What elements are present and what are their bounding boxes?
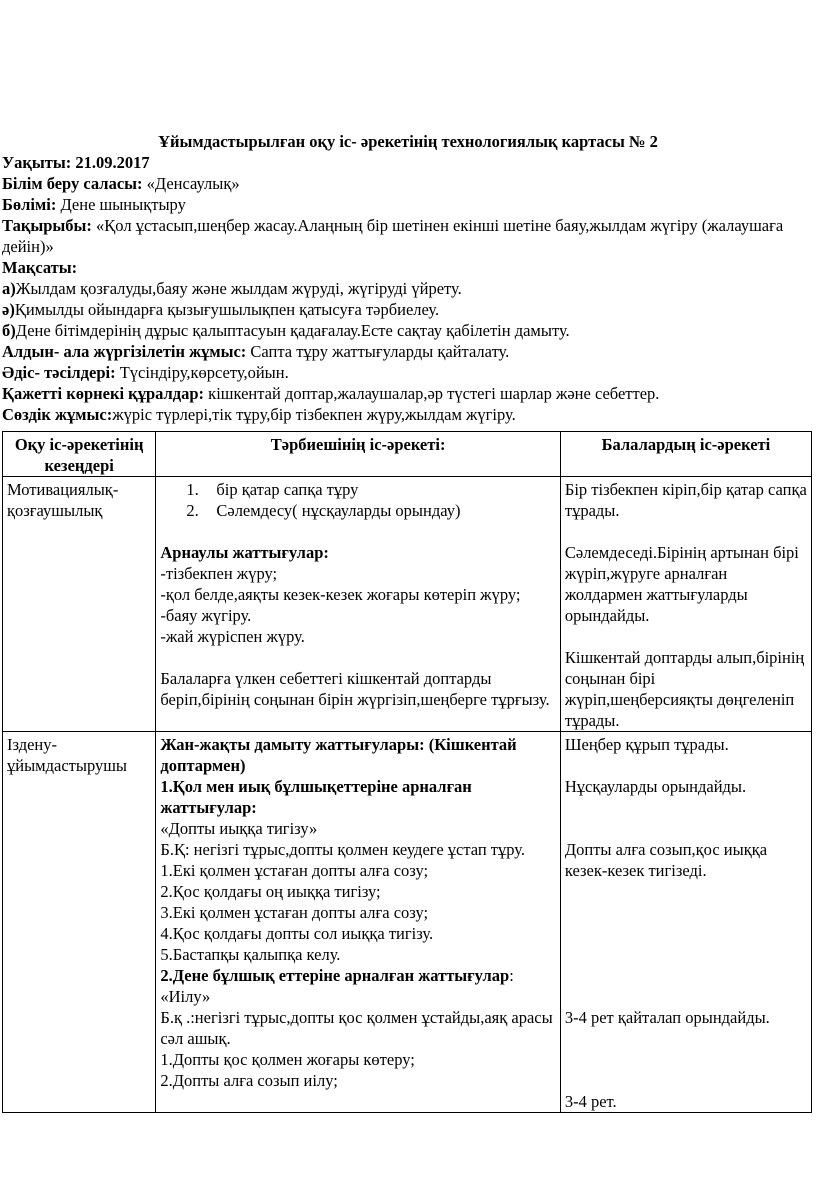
topic-line [2, 215, 808, 257]
goal-b [2, 320, 808, 341]
technology-card-table [2, 431, 812, 1113]
list-item: 3.Екі қолмен ұстаған допты алға созу; [160, 903, 429, 922]
exercise-heading: Арнаулы жаттығулар: [160, 543, 329, 562]
list-item: 1.Екі қолмен ұстаған допты алға созу; [160, 861, 429, 880]
stage-cell: Мотивациялық-қозғаушылық [3, 477, 156, 732]
children-text: Нұсқауларды орындайды. [564, 777, 747, 796]
goal-a-label: а) [2, 279, 16, 298]
goal-a-text: Жылдам қозғалуды,баяу және жылдам жүруді, жүгіруді үйрету. [15, 279, 462, 298]
topic-value: «Қол ұстасып,шеңбер жасау.Алаңның бір шетінен екінші шетіне баяу,жылдам жүгіру (жалаушаға дейін)» [2, 216, 784, 256]
methods-line [2, 362, 808, 383]
date-label: Уақыты: 21.09.2017 [2, 153, 150, 172]
table-row [3, 732, 812, 1113]
materials-label: Қажетті көрнекі құралдар: [2, 384, 205, 403]
date-line [2, 152, 808, 173]
goal-ae-text: Қимылды ойындарға қызығушылықпен қатысуға тәрбиелеу. [14, 300, 440, 319]
goal-ae [2, 299, 808, 320]
children-text: Шеңбер құрып тұрады. [564, 735, 729, 754]
prelim-line [2, 341, 808, 362]
header-children: Балалардың іс-әрекеті [560, 432, 811, 477]
list-item: 4.Қос қолдағы допты сол иыққа тигізу. [160, 924, 434, 943]
goals-label: Мақсаты: [2, 258, 78, 277]
topic-label: Тақырыбы: [2, 216, 92, 235]
children-text: Кішкентай доптарды алып,бірінің соңынан бірі жүріп,шеңберсияқты дөңгеленіп тұрады. [564, 648, 805, 730]
start-position: Б.Қ: негізгі тұрыс,допты қолмен кеудеге ұстап тұру. [160, 840, 526, 859]
area-line [2, 173, 808, 194]
teacher-cell [156, 732, 561, 1113]
exercise-heading: 1.Қол мен иық бұлшықеттеріне арналған жаттығулар: [160, 777, 472, 817]
area-label: Білім беру саласы: [2, 174, 143, 193]
header-stages: Оқу іс-әрекетінің кезеңдері [3, 432, 156, 477]
section-value: Дене шынықтыру [56, 195, 186, 214]
list-item: -баяу жүгіру. [160, 606, 252, 625]
children-text: 3-4 рет. [564, 1092, 617, 1111]
goal-ae-label: ә) [2, 300, 15, 319]
methods-label: Әдіс- тәсілдері: [2, 363, 116, 382]
vocab-line [2, 404, 808, 425]
document-title: Ұйымдастырылған оқу іс- әрекетінің технологиялық картасы № 2 [158, 132, 658, 151]
goal-b-label: б) [2, 321, 16, 340]
start-position: Б.қ .:негізгі тұрыс,допты қос қолмен ұстайды,аяқ арасы сәл ашық. [160, 1008, 553, 1048]
exercise-heading: Жан-жақты дамыту жаттығулары: (Кішкентай доптармен) [160, 735, 517, 775]
prelim-value: Сапта тұру жаттығуларды қайталату. [246, 342, 510, 361]
table-row [3, 477, 812, 732]
vocab-value: жүріс түрлері,тік тұру,бір тізбекпен жүру,жылдам жүгіру. [112, 405, 516, 424]
children-text: Сәлемдеседі.Бірінің артынан бірі жүріп,жүруге арналған жолдармен жаттығуларды орындайды. [564, 543, 799, 625]
header-teacher: Тәрбиешінің іс-әрекеті: [156, 432, 561, 477]
children-text: Бір тізбекпен кіріп,бір қатар сапқа тұрады. [564, 480, 807, 520]
area-value: «Денсаулық» [142, 174, 240, 193]
methods-value: Түсіндіру,көрсету,ойын. [115, 363, 289, 382]
prelim-label: Алдын- ала жүргізілетін жұмыс: [2, 342, 247, 361]
list-item: -жай жүріспен жүру. [160, 627, 305, 646]
list-item: 5.Бастапқы қалыпқа келу. [160, 945, 341, 964]
list-item: -тізбекпен жүру; [160, 564, 278, 583]
children-text: Допты алға созып,қос иыққа кезек-кезек тигізеді. [564, 840, 768, 880]
lesson-info [2, 152, 808, 425]
children-cell [560, 477, 811, 732]
list-item: 2.Қос қолдағы оң иыққа тигізу; [160, 882, 381, 901]
section-label: Бөлімі: [2, 195, 57, 214]
exercise-name: «Допты иыққа тигізу» [160, 819, 318, 838]
goal-b-text: Дене бітімдерінің дұрыс қалыптасуын қадағалау.Есте сақтау қабілетін дамыту. [15, 321, 570, 340]
materials-line [2, 383, 808, 404]
list-item: 2.Допты алға созып иілу; [160, 1071, 338, 1090]
children-text: 3-4 рет қайталап орындайды. [564, 1008, 770, 1027]
list-item: 2. Сәлемдесу( нұсқауларды орындау) [186, 501, 461, 520]
list-item: 1. бір қатар сапқа тұру [186, 480, 359, 499]
goal-a [2, 278, 808, 299]
list-item: 1.Допты қос қолмен жоғары көтеру; [160, 1050, 415, 1069]
section-line [2, 194, 808, 215]
stage-cell: Іздену-ұйымдастырушы [3, 732, 156, 1113]
vocab-label: Сөздік жұмыс: [2, 405, 113, 424]
materials-value: кішкентай доптар,жалаушалар,әр түстегі шарлар және себеттер. [204, 384, 660, 403]
teacher-cell [156, 477, 561, 732]
teacher-paragraph: Балаларға үлкен себеттегі кішкентай доптарды беріп,бірінің соңынан бірін жүргізіп,шеңберге тұрғызу. [160, 669, 550, 709]
table-header-row [3, 432, 812, 477]
list-item: -қол белде,аяқты кезек-кезек жоғары көтеріп жүру; [160, 585, 521, 604]
goals-heading [2, 257, 808, 278]
exercise-name: «Иілу» [160, 987, 211, 1006]
children-cell [560, 732, 811, 1113]
exercise-heading-line: 2.Дене бұлшық еттеріне арналған жаттығулар: [160, 966, 514, 985]
